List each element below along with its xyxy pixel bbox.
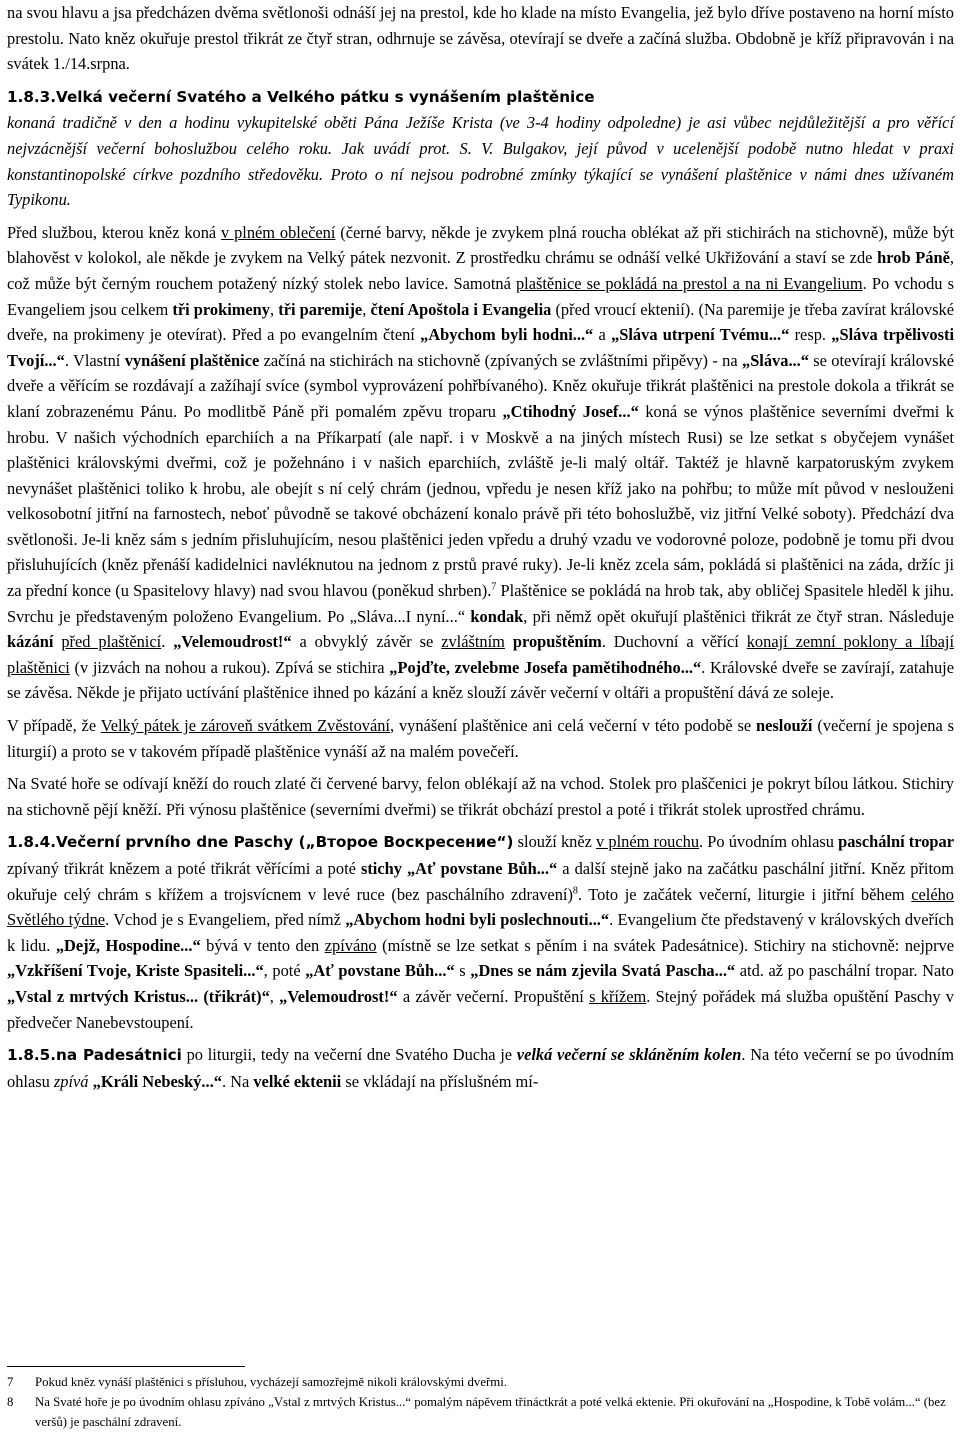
section-intro-italic: konaná tradičně v den a hodinu vykupitelské oběti Pána Ježíše Krista (ve 3-4 hodiny odpoledne) je asi vůbec nejdůležitější a pro věřící nejvzácnější večerní bohoslužbou celého roku. Jak uvádí prot. S. V. Bulgakov, její původ v ucelenější podobě nutno hledat v praxi konstantinopolské církve pozdního středověku. Proto o ní nejsou podrobné zmínky týkající se vynášení plaštěnice v námi dnes užívaném Typikonu.	[7, 113, 954, 210]
footnotes	[7, 1372, 954, 1432]
footnote-ref-7[interactable]: 7	[491, 581, 497, 593]
footnote-7	[7, 1372, 954, 1392]
paragraph-vynaseni: Před službou, kterou kněz koná v plném oblečení (černé barvy, někde je zvykem plná roucha oblékat až při stichirách na stichovně), může být blahověst v kolokol, ale někde je zvykem na Velký pátek nezvonit. Z prostředku chrámu se odnáší velké Ukřižování a staví se zde hrob Páně, což může být černým rouchem potažený nízký stolek nebo lavice. Samotná plaštěnice se pokládá na prestol a na ni Evangelium. Po vchodu s Evangeliem jsou celkem tři prokimeny, tři paremije, čtení Apoštola i Evangelia (před vroucí ektenií). (Na paremije je třeba zavírat královské dveře, na prokimeny je otevírat). Před a po evangelním čtení „Abychom byli hodni...“ a „Sláva utrpení Tvému...“ resp. „Sláva trpělivosti Tvojí...“. Vlastní vynášení plaštěnice začíná na stichirách na stichovně (zpívaných se zvláštními připěvy) - na „Sláva...“ se otevírají královské dveře a věřícím se rozdávají a zažíhají svíce (symbol vyprovázení pohřbívaného). Kněz okuřuje třikrát plaštěnici na prestole dokola a třikrát se klaní zobrazenému Pánu. Po modlitbě Páně při pomalém zpěvu troparu „Ctihodný Josef...“ koná se výnos plaštěnice severními dveřmi k hrobu. V našich východních eparchiích a na Příkarpatí (ale např. i v Moskvě a na jiných místech Rusi) se lze setkat s obyčejem vynášet plaštěnici královskými dveřmi, což je požehnáno i v našich eparchiích, zvláště je-li malý oltář. Taktéž je hlavně karpatoruským zvykem nevynášet plaštěnici toliko k hrobu, ale obejít s ní celý chrám (jednou, vpředu je nesen kříž jako na pohřbu; to může mít původ v neslouženi velkosobotní jitřní na farnostech, neboť původně se takové obcházení konalo právě při této bohoslužbě, viz jitřní Velké soboty). Předchází dva světlonoši. Je-li kněz sám s jedním přisluhujícím, nesou plaštěnici jeden vpředu a druhý vzadu ve vodorovné poloze, podobně je tomu při dvou přisluhujících (kněz přenáší kadidelnici navléknutou na jednom z prstů pravé ruky). Je-li kněz zcela sám, pokládá si plaštěnici na záda, držíc ji za přední konce (u Spasitelovy hlavy) nad svou hlavou (poněkud shrben).$^7$ Plaštěnice se pokládá na hrob tak, aby obličej Spasitele hleděl k jihu. Svrchu je představeným položeno Evangelium. Po „Sláva...I nyní...“ kondak, při němž opět okuřují plaštěnici třikrát ze čtyř stran. Následuje kázání před plaštěnicí. „Velemoudrost!“ a obvyklý závěr se zvláštním propuštěním. Duchovní a věřící konají zemní poklony a líbají plaštěnici (v jizvách na nohou a rukou). Zpívá se stichira „Pojďte, zvelebme Josefa pamětihodného...“. Královské dveře se zavírají, zatahuje se závěsa. Někde je přijato uctívání plaštěnice ihned po kázání a kněz slouží závěr večerní v oltáři a propuštění dává ze soleje.	[7, 222, 955, 703]
footnote-number: 7	[7, 1375, 14, 1389]
paragraph-zvestovani: V případě, že Velký pátek je zároveň svátkem Zvěstování, vynášení plaštěnice ani celá večerní v této podobě se neslouží (večerní je spojena s liturgií) a proto se v takovém případě plaštěnice vynáší až na malém povečeří.	[7, 716, 954, 761]
section-number: 1.8.3.	[7, 87, 57, 106]
section-1-8-3-heading	[7, 84, 954, 111]
footnote-ref-8[interactable]: 8	[572, 885, 578, 897]
section-1-8-5: 1.8.5.na Padesátnici po liturgii, tedy na večerní dne Svatého Ducha je velká večerní se skláněním kolen. Na této večerní se po úvodním ohlasu zpívá „Králi Nebeský...“. Na velké ektenii se vkládají na příslušném mí-	[7, 1045, 954, 1091]
section-title: na Padesátnici	[56, 1046, 182, 1065]
section-number: 1.8.4.	[7, 833, 57, 852]
footnote-8	[7, 1392, 954, 1432]
paragraph-svata-hora: Na Svaté hoře se odívají kněží do rouch zlaté či červené barvy, felon oblékají až na vchod. Stolek pro plaščenici je pokryt bílou látkou. Stichiry na stichovně pějí kněží. Při výnosu plaštěnice (severními dveřmi) se třikrát obchází prestol a poté i třikrát stolek uprostřed chrámu.	[7, 774, 954, 819]
section-number: 1.8.5.	[7, 1046, 57, 1065]
section-1-8-4: 1.8.4.Večerní prvního dne Paschy („Вторoе Воскресение“) slouží kněz v plném rouchu. Po úvodním ohlasu paschální tropar zpívaný třikrát knězem a poté třikrát věřícími a poté stichy „Ať povstane Bůh...“ a další stejně jako na začátku paschální jitřní. Kněz přitom okuřuje celý chrám s křížem a trojsvícnem v levé ruce (bez paschálního zdravení)$^8$. Toto je začátek večerní, liturgie i jitřní během celého Světlého týdne. Vchod je s Evangeliem, před nímž „Abychom hodni byli poslechnouti...“. Evangelium čte představený v královských dveřích k lidu. „Dejž, Hospodine...“ bývá v tento den zpíváno (místně se lze setkat s pěním i na svátek Padesátnice). Stichiry na stichovně: nejprve „Vzkříšení Tvoje, Kriste Spasiteli...“, poté „Ať povstane Bůh...“ s „Dnes se nám zjevila Svatá Pascha...“ atd. až po paschální tropar. Nato „Vstal z mrtvých Kristus... (třikrát)“, „Velemoudrost!“ a závěr večerní. Propuštění s křížem. Stejný pořádek má služba opuštění Paschy v předvečer Nanebevstoupení.	[7, 832, 955, 1032]
section-title: Večerní prvního dne Paschy („Вторoе Воскресение“)	[56, 833, 514, 852]
section-title: Velká večerní Svatého a Velkého pátku s vynášením plaštěnice	[56, 87, 595, 106]
intro-paragraph: na svou hlavu a jsa předcházen dvěma světlonoši odnáší jej na prestol, kde ho klade na místo Evangelia, jež bylo dříve postaveno na horní místo prestolu. Nato kněz okuřuje prestol třikrát ze čtyř stran, odhrnuje se závěsa, otevírají se dveře a začíná služba. Obdobně je kříž připravován i na svátek 1./14.srpna.	[7, 3, 954, 74]
footnote-text: Na Svaté hoře je po úvodním ohlasu zpíváno „Vstal z mrtvých Kristus...“ pomalým nápěvem třináctkrát a poté velká ektenie. Při okuřování na „Hospodine, k Tobě volám...“ (bez veršů) je paschální zdravení.	[35, 1395, 946, 1429]
footnote-number: 8	[7, 1395, 14, 1409]
footnote-text: Pokud kněz vynáší plaštěnici s přísluhou, vycházejí samozřejmě nikoli královskými dveřmi.	[35, 1375, 507, 1389]
document-page	[7, 0, 954, 1094]
footnote-separator	[7, 1366, 245, 1367]
